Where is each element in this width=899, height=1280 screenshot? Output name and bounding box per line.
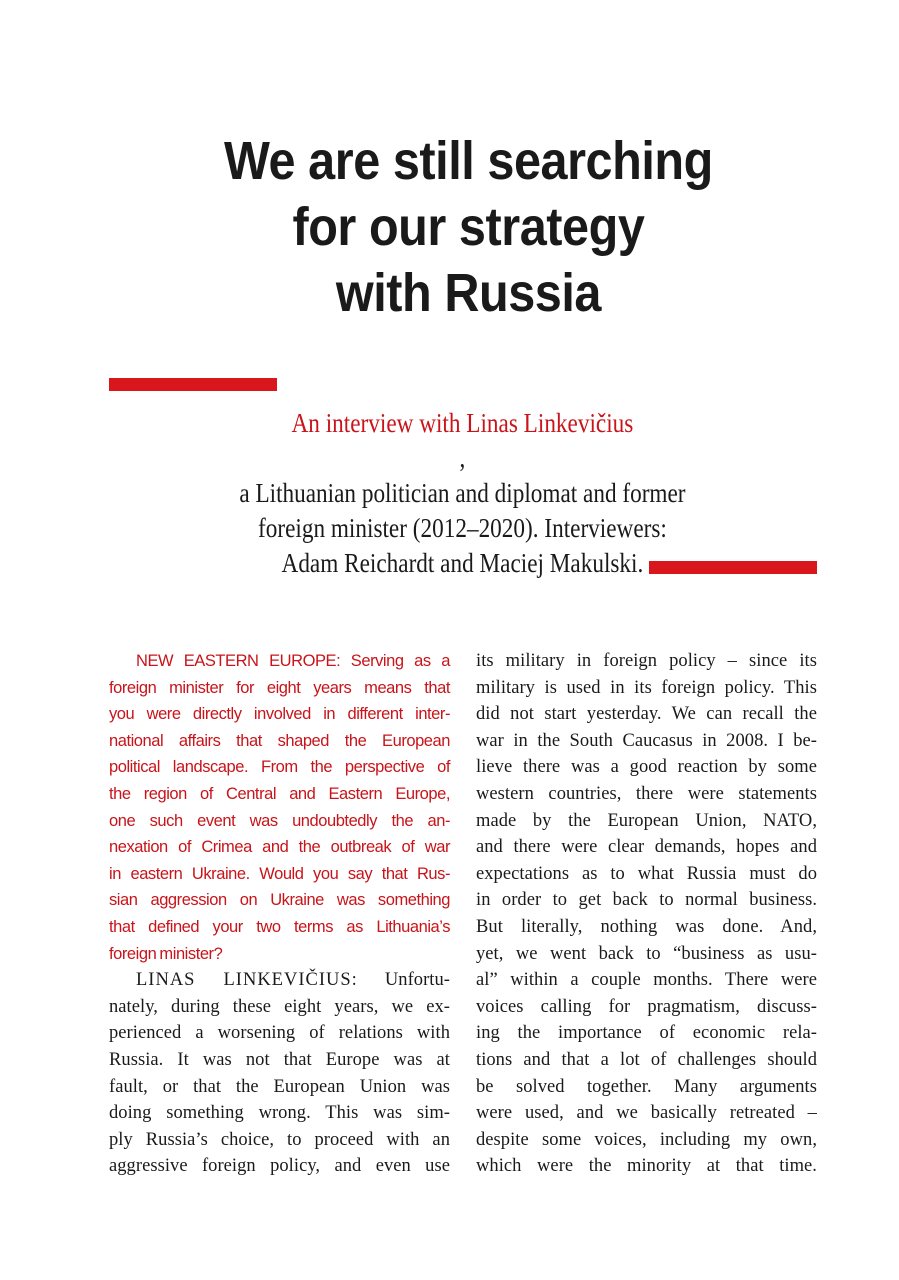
- question-line: national affairs that shaped the European: [109, 731, 450, 750]
- answer-line: But literally, nothing was done. And,: [476, 916, 817, 937]
- title-line: We are still searching: [223, 131, 713, 191]
- answer-line: ing the importance of economic rela-: [476, 1023, 817, 1044]
- answer-line: did not start yesterday. We can recall the: [476, 704, 817, 725]
- answer-line: expectations as to what Russia must do: [476, 863, 817, 884]
- answer-line: war in the South Caucasus in 2008. I be-: [476, 730, 817, 751]
- intro-lead: An interview with Linas Linkevičius: [291, 408, 634, 438]
- intro-line: Adam Reichardt and Maciej Makulski.: [281, 548, 644, 578]
- answer-line: yet, we went back to “business as usu-: [476, 943, 817, 964]
- interview-question: [109, 648, 450, 967]
- answer-line: tions and that a lot of challenges should: [476, 1049, 817, 1070]
- answer-line: voices calling for pragmatism, discuss-: [476, 996, 817, 1017]
- question-line: the region of Central and Eastern Europe,: [109, 784, 450, 803]
- question-line: NEW EASTERN EUROPE: Serving as a: [136, 652, 450, 670]
- question-line: that defined your two terms as Lithuania’s: [109, 917, 450, 936]
- answer-line: Russia. It was not that Europe was at: [109, 1049, 450, 1070]
- answer-line: fault, or that the European Union was: [109, 1076, 450, 1097]
- speaker-name: LINAS LINKEVIČIUS:: [136, 970, 358, 991]
- answer-line: lieve there was a good reaction by some: [476, 757, 817, 778]
- answer-line: its military in foreign policy – since its: [476, 651, 817, 671]
- answer-text: Unfortu-: [357, 970, 451, 991]
- question-line: political landscape. From the perspective of: [109, 758, 450, 777]
- answer-line: were used, and we basically retreated –: [476, 1103, 817, 1124]
- answer-line: in order to get back to normal business.: [476, 890, 817, 911]
- question-line: one such event was undoubtedly the an-: [109, 811, 450, 830]
- question-line: foreign minister?: [109, 944, 223, 963]
- interview-answer: [109, 967, 450, 1180]
- article-intro: [202, 406, 722, 581]
- answer-line: made by the European Union, NATO,: [476, 810, 817, 831]
- intro-line: foreign minister (2012–2020). Interviewers:: [258, 513, 667, 543]
- answer-line: nately, during these eight years, we ex-: [109, 996, 450, 1017]
- accent-bar-left: [109, 378, 277, 391]
- answer-line: which were the minority at that time.: [476, 1156, 817, 1177]
- column-left: [109, 648, 450, 1180]
- question-line: sian aggression on Ukraine was something: [109, 891, 450, 910]
- question-line: foreign minister for eight years means that: [109, 678, 450, 697]
- intro-line: [202, 406, 722, 476]
- column-right: [476, 648, 817, 1180]
- answer-line: western countries, there were statements: [476, 783, 817, 804]
- title-line: with Russia: [335, 263, 602, 323]
- answer-line: despite some voices, including my own,: [476, 1129, 817, 1150]
- answer-line: military is used in its foreign policy. This: [476, 677, 817, 698]
- intro-comma: ,: [459, 443, 466, 473]
- article-title: [106, 128, 831, 326]
- answer-line: perienced a worsening of relations with: [109, 1023, 450, 1044]
- intro-line: a Lithuanian politician and diplomat and former: [239, 478, 686, 508]
- accent-bar-right: [649, 561, 817, 574]
- answer-line: ply Russia’s choice, to proceed with an: [109, 1129, 450, 1150]
- question-line: in eastern Ukraine. Would you say that Rus-: [109, 864, 450, 883]
- question-line: you were directly involved in different inter-: [109, 705, 450, 724]
- answer-line: aggressive foreign policy, and even use: [109, 1156, 450, 1177]
- answer-line: and there were clear demands, hopes and: [476, 837, 817, 858]
- answer-line: al” within a couple months. There were: [476, 970, 817, 991]
- answer-line: be solved together. Many arguments: [476, 1076, 817, 1097]
- answer-line: [109, 967, 450, 994]
- question-line: nexation of Crimea and the outbreak of war: [109, 838, 450, 857]
- answer-line: doing something wrong. This was sim-: [109, 1103, 450, 1124]
- title-line: for our strategy: [292, 197, 645, 257]
